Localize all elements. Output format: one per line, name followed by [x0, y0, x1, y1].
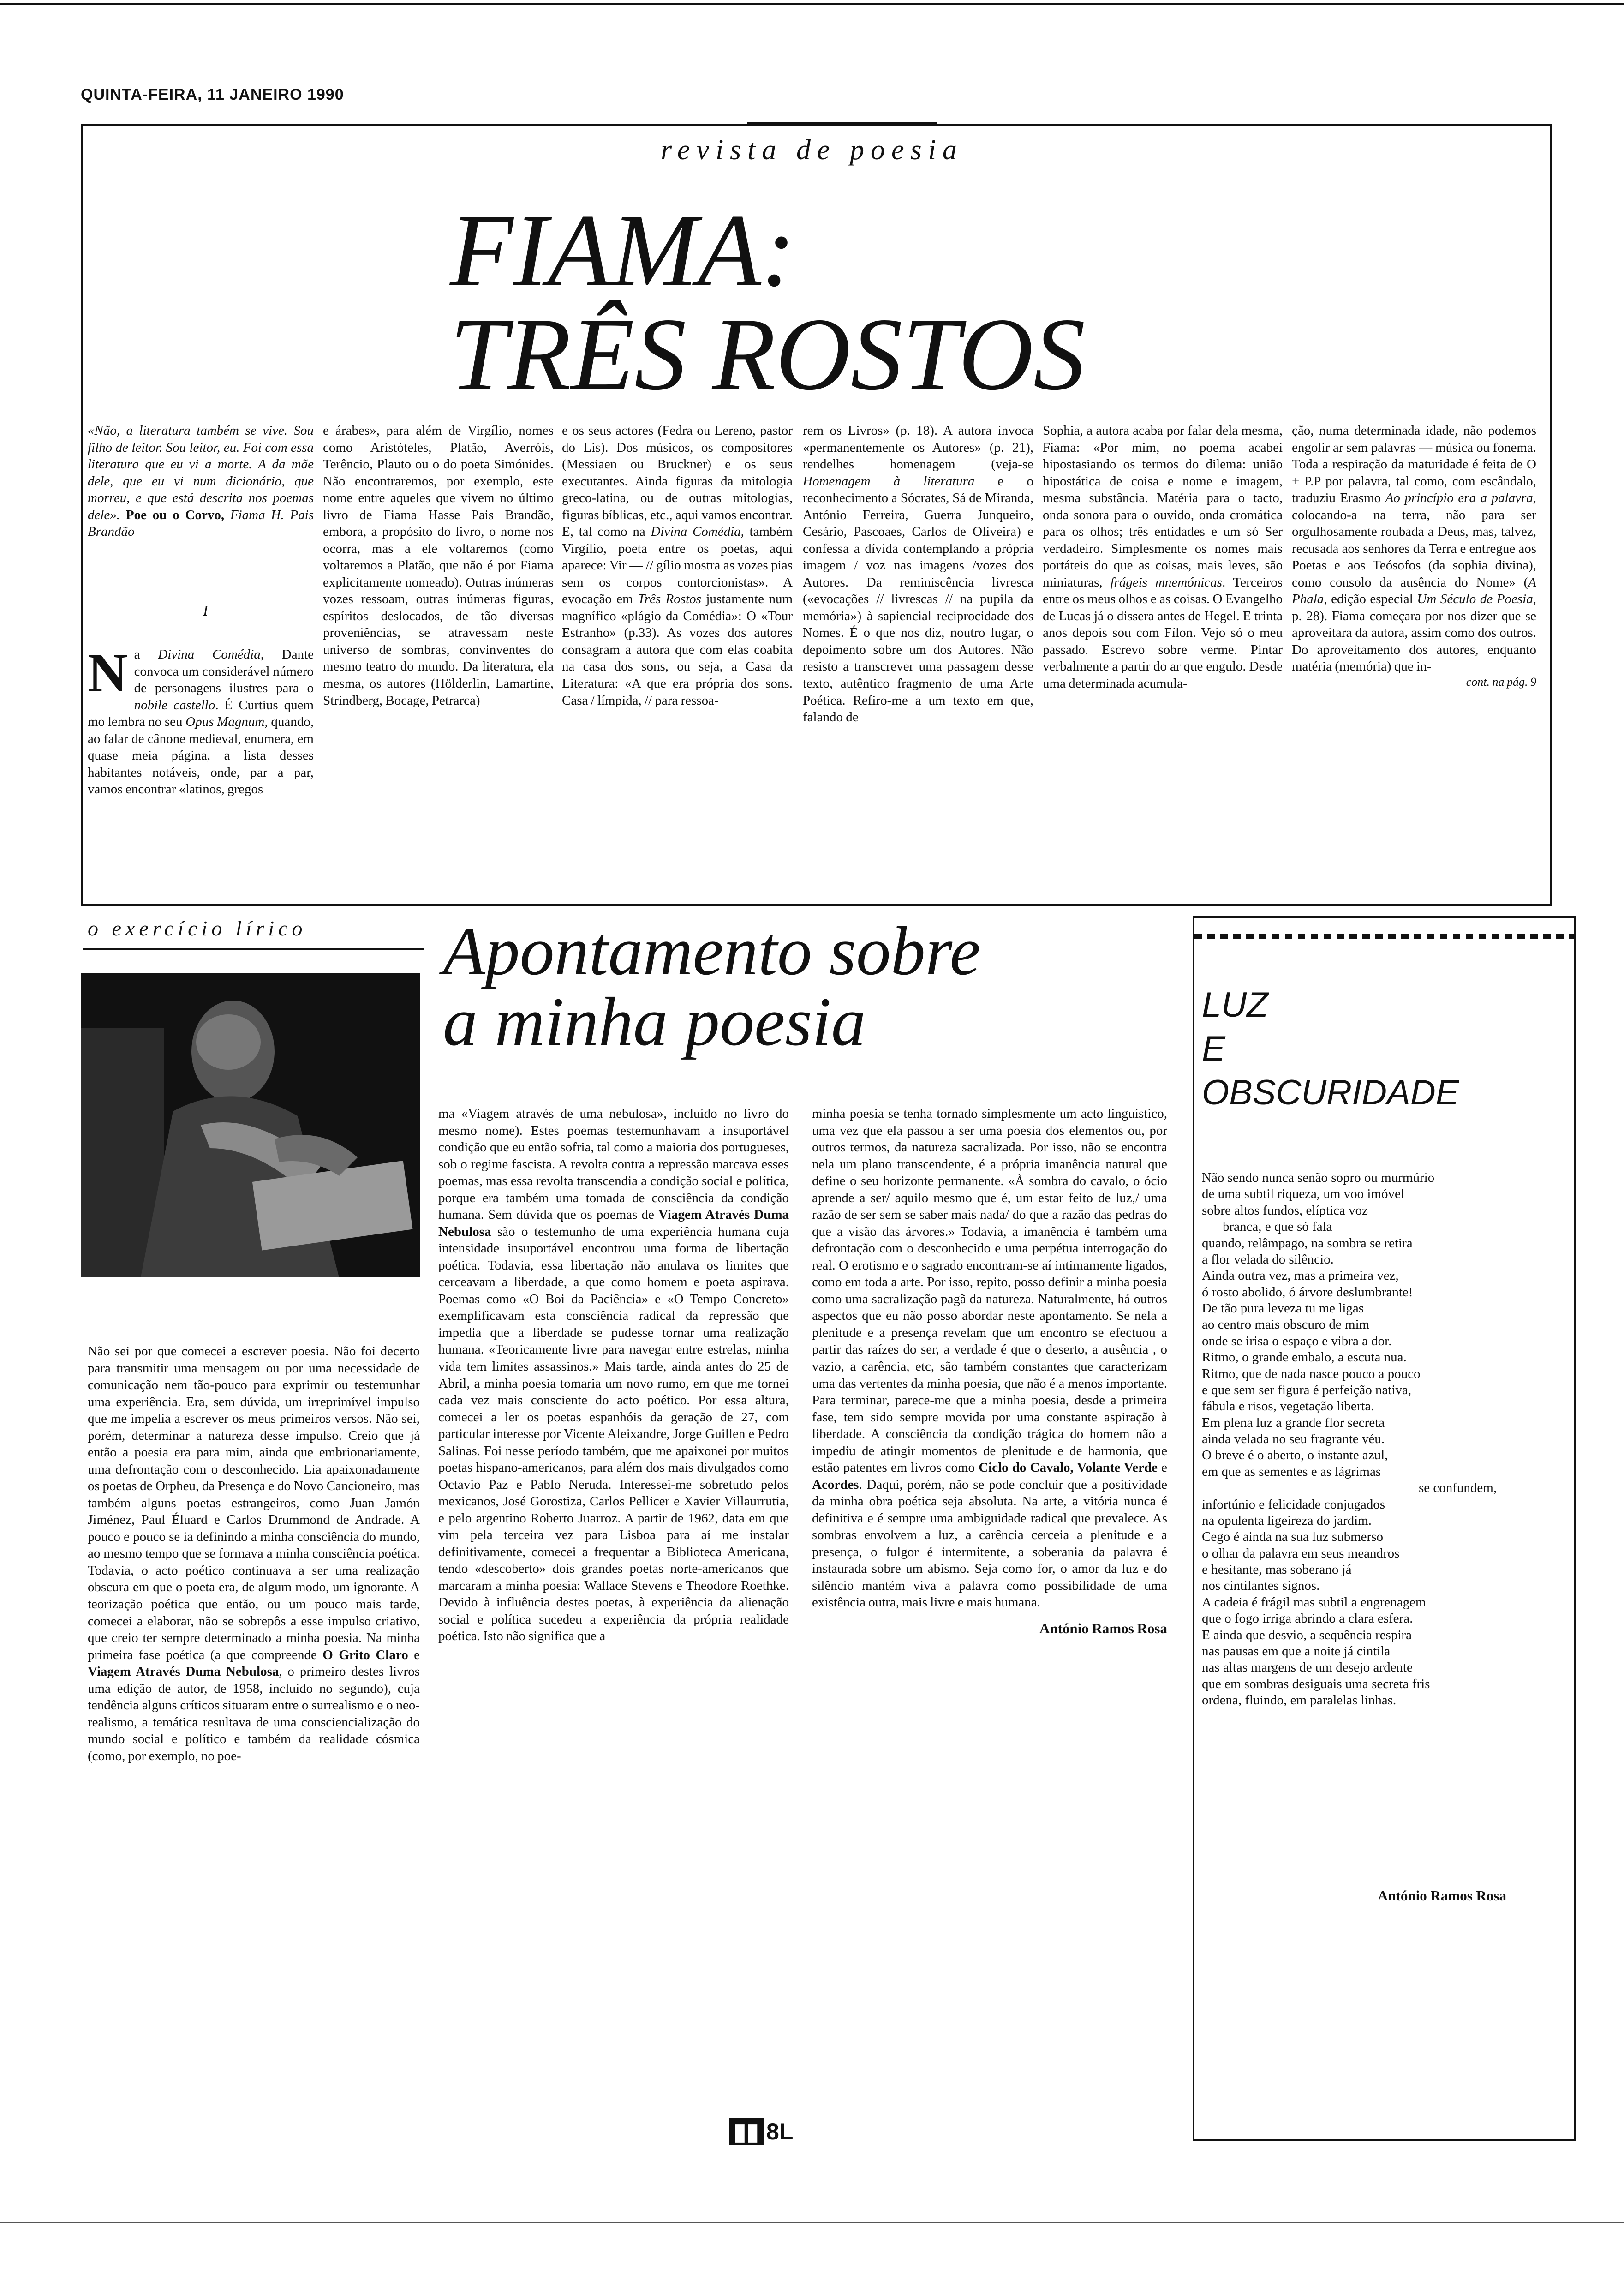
dateline: QUINTA-FEIRA, 11 JANEIRO 1990 — [81, 86, 344, 103]
fiama-c4-italic: Homenagem à literatura — [803, 473, 975, 489]
poem-line: infortúnio e felicidade conjugados — [1202, 1497, 1385, 1512]
fiama-c3-text: e os seus actores (Fedra ou Lereno, pastor do Lis). Dos músicos, os compositores (Messiaen ou Bruckner) e os seus executantes. Ainda figuras da mitologia greco-latina, ou de outras mitologias, figuras bíblicas, etc., aqui vamos encontrar. E, tal como na — [562, 423, 793, 539]
ap1-text: , o primeiro destes livros uma edição de autor, de 1958, incluído no segundo), cuja tendência alguns críticos situaram entre o surrealismo e o neo-realismo, a temática resultava de uma consciencialização do mundo social e político e também da realidade cósmica (como, por exemplo, no poe- — [88, 1664, 420, 1763]
exercise-kicker: o exercício lírico — [88, 917, 307, 940]
fiama-c5-text: . Terceiros entre os meus olhos e as coisas. O Evangelho de Lucas já o dissera antes de Hegel. E trinta anos depois sou com Fílon. Vejo só o meu passado. Escrevo sobre verme. Pintar verbalmente a partir do ar que engulo. Desde uma determinada acumula- — [1043, 575, 1283, 691]
poem-title-line-3: OBSCURIDADE — [1202, 1073, 1459, 1112]
poem-signature: António Ramos Rosa — [1377, 1888, 1506, 1904]
ap3-bold: Ciclo do Cavalo, Volante Verde — [979, 1460, 1158, 1475]
poem-line: ao centro mais obscuro de mim — [1202, 1317, 1370, 1332]
fiama-c1-text: , Dante convoca um considerável número de personagens ilustres para o — [134, 647, 314, 696]
fiama-column-3 — [562, 422, 793, 709]
fiama-c6-text: ção, numa determinada idade, não podemos engolir ar sem palavras — música ou fonema. Toda a respiração da maturidade é feita de O + P.P por palavra, tal como, com escândalo, traduziu Erasmo — [1292, 423, 1536, 506]
poem-line: E ainda que desvio, a sequência respira — [1202, 1627, 1412, 1642]
fiama-c5-text: Sophia, a autora acaba por falar dela mesma, Fiama: «Por mim, no poema acabei hipostasiando os termos do dilema: união hipostática de coisa e nome e imagem, mesma substância. Matéria para o tacto, onda sonora para o ouvido, onda cromática para os olhos; três entidades e um só Ser verdadeiro. Simplesmente os nomes mais portáteis do que as coisas, mais leves, são miniaturas, — [1043, 423, 1283, 590]
poem-line: De tão pura leveza tu me ligas — [1202, 1301, 1364, 1316]
poem-line: O breve é o aberto, o instante azul, — [1202, 1448, 1388, 1463]
fiama-column-1 — [88, 642, 314, 798]
fiama-c1-italic: Divina Comédia — [158, 647, 261, 662]
poem-title-line-1: LUZ — [1202, 985, 1268, 1025]
ap1-bold: O Grito Claro — [322, 1647, 408, 1662]
fiama-column-5 — [1043, 422, 1283, 692]
fiama-c5-italic: frágeis mnemónicas — [1110, 575, 1222, 590]
poem-line: quando, relâmpago, na sombra se retira — [1202, 1235, 1413, 1251]
poem-line: Em plena luz a grande flor secreta — [1202, 1415, 1385, 1430]
fiama-headline — [450, 192, 1511, 412]
kicker-rule — [747, 122, 937, 126]
poem-line: que em sombras desiguais uma secreta fris — [1202, 1676, 1430, 1691]
poem-line: Ritmo, o grande embalo, a escuta nua. — [1202, 1350, 1407, 1365]
fiama-c1-italic: Opus Magnum — [185, 714, 265, 730]
masthead-logo-icon: ▮▮ — [729, 2118, 764, 2145]
ap1-bold: Viagem Através Duma Nebulosa — [88, 1664, 279, 1679]
continued-note: cont. na pág. 9 — [1466, 675, 1536, 689]
ap3-text: . Daqui, porém, não se pode concluir que a positividade da minha obra poética seja absoluta. Na arte, a vitória nunca é definitiva e é sempre uma ambiguidade radical que prevalece. As sombras envolvem a luz, a carência cerceia a plenitude e a presença, o fulgor é intermitente, a soberania da palavra é instaurada sobre um abismo. Seja como for, o amor da luz e do silêncio mantém viva a palavra como possibilidade de uma existência outra, mais livre e mais humana. — [812, 1477, 1167, 1610]
poem-line: A cadeia é frágil mas subtil a engrenagem — [1202, 1594, 1426, 1610]
ap2-bold: Viagem Através Duma Nebulosa — [438, 1207, 789, 1239]
section-kicker: revista de poesia — [661, 134, 963, 166]
hatched-rule — [1194, 934, 1574, 939]
fiama-column-6 — [1292, 422, 1536, 689]
poem-line: Ritmo, que de nada nasce pouco a pouco — [1202, 1366, 1421, 1381]
poem-line: se confundem, — [1419, 1480, 1497, 1496]
poem-line: de uma subtil riqueza, um voo imóvel — [1202, 1186, 1404, 1202]
author-photo-image — [81, 973, 420, 1277]
fiama-c6-text: , colocando-a na terra, não para ser orgulhosamente roubada a Deus, mas, talvez, recusada aos senhores da Terra e entregue aos Poetas e aos Teósofos (da sophia divina), como consolo da ausência do Nome» ( — [1292, 491, 1536, 590]
author-photo — [81, 973, 420, 1277]
poem-line: ó rosto abolido, ó árvore deslumbrante! — [1202, 1284, 1413, 1300]
poem-line: e que sem ser figura é perfeição nativa, — [1202, 1382, 1412, 1397]
headline2-line-1: Apontamento sobre — [443, 913, 981, 989]
poem-title — [1202, 983, 1566, 1115]
fiama-c6-text: , edição especial — [1324, 592, 1417, 607]
poem-line: o olhar da palavra em seus meandros — [1202, 1546, 1400, 1561]
ap3-text: minha poesia se tenha tornado simplesmente um acto linguístico, uma vez que ela passou a ser uma poesia dos elementos ou, por outros termos, da natureza sacralizada. Por isso, não se encontra nela um plano transcendente, é a própria imanência natural que define o seu horizonte permanente. «À sombra do cavalo, o ócio aprende a ser/ aquilo mesmo que é, um estar feito de luz,/ uma razão de ser sem se saber mais nada/ do que a razão das pedras do que a visão das árvores.» Todavia, a imanência é também uma defrontação com o desconhecido e uma perpétua interrogação do real. O erotismo e o sagrado encontram-se aí intimamente ligados, como em toda a arte. Por isso, repito, posso definir a minha poesia como uma sacralização pagã da natureza. Naturalmente, há outros aspectos que eu não posso abordar neste apontamento. Se nela a plenitude e a presença revelam que um encontro se efectuou a partir das raízes do ser, a verdade é que o deserto, a ausência , o vazio, a carência, etc, são também constantes que caracterizam uma das vertentes da minha poesia, que não é a menos importante. Para terminar, parece-me que a minha poesia, desde a primeira fase, tem sido sempre movida por uma constante aspiração à liberdade. A consciência da condição trágica do homem não a impediu de atingir momentos de plenitude e de harmonia, que estão patentes em livros como — [812, 1106, 1167, 1475]
epigraph-author: Fiama H. Pais Brandão — [88, 507, 314, 539]
poem-line: em que as sementes e as lágrimas — [1202, 1464, 1381, 1479]
ap2-text: ma «Viagem através de uma nebulosa», incluído no livro do mesmo nome). Estes poemas testemunhavam a insuportável condição que eu então sofria, tal como a maioria dos portugueses, sob o regime fascista. A revolta contra a repressão marcava esses poemas, mas essa revolta transcendia a condição social e política, porque era também uma tomada de consciência da condição humana. Sem dúvida que os poemas de — [438, 1106, 789, 1222]
section-numeral: I — [203, 602, 208, 619]
dropcap: N — [88, 642, 128, 703]
fiama-c6-text: , p. 28). Fiama começara por nos dizer que se aproveitara da autora, assim como dos outros. Do aproveitamento dos autores, enquanto matéria (memória) que in- — [1292, 592, 1536, 674]
fiama-c4-text: rem os Livros» (p. 18). A autora invoca «permanentemente os Autores» (p. 21), rendelhes homenagem (veja-se — [803, 423, 1033, 472]
fiama-column-4 — [803, 422, 1033, 726]
top-rule — [0, 3, 1624, 5]
ap1-text: Não sei por que comecei a escrever poesia. Não foi decerto para transmitir uma mensagem ou por uma necessidade de comunicação nem tão-pouco para exprimir ou testemunhar uma experiência. Era, sem dúvida, um irreprimível impulso que me impelia a escrever os meus primeiros versos. Não sei, porém, determinar a natureza desse impulso. Creio que já então a poesia era para mim, ainda que embrionariamente, uma defrontação com o desconhecido. Lia apaixonadamente os poetas de Orpheu, da Presença e do Novo Cancioneiro, mas também alguns poetas estrangeiros, como Juan Jamón Jiménez, Paul Éluard e Carlos Drummond de Andrade. A pouco e pouco se ia definindo a minha consciência do mundo, ao mesmo tempo que se formava a minha consciência poética. Todavia, o acto poético continuava a ser uma realização obscura em que o poeta era, de algum modo, um ignorante. A teorização poética que então, ou um pouco mais tarde, comecei a elaborar, não se sobrepôs a esse impulso criativo, que creio ter sempre determinado a minha poesia. Na minha primeira fase poética (a que compreende — [88, 1344, 420, 1662]
page-number — [729, 2118, 923, 2145]
poem-line: nas altas margens de um desejo ardente — [1202, 1660, 1413, 1675]
fiama-c1-text: a — [134, 647, 158, 662]
poem-line: e hesitante, mas soberano já — [1202, 1562, 1352, 1577]
poem-line: Não sendo nunca senão sopro ou murmúrio — [1202, 1170, 1435, 1185]
apontamento-signature: António Ramos Rosa — [1039, 1620, 1167, 1636]
headline2-line-2: a minha poesia — [443, 983, 866, 1060]
ap2-text: são o testemunho de uma experiência humana cuja intensidade insuportável encontrou uma forma de libertação poética. Todavia, essa libertação não anulava os limites que cerceavam a liberdade, a que como homem e poeta aspirava. Poemas como «O Boi da Paciência» e «O Tempo Concreto» exemplificavam esta consciência radical da repressão que impedia que a liberdade se pudesse tornar uma realização humana. «Teoricamente livre para navegar entre estrelas, minha vida tem limites assassinos.» Mais tarde, ainda antes do 25 de Abril, a minha poesia tomaria um novo rumo, em que me tornei cada vez mais consciente do acto poético. Por essa altura, comecei a ler os poetas espanhóis da geração de 27, com particular interesse por Vicente Aleixandre, Jorge Guillen e Pedro Salinas. Foi nesse período também, que me apaixonei por muitos poetas hispano-americanos, para além dos mais divulgados como Octavio Paz e Pablo Neruda. Interessei-me sobretudo pelos mexicanos, José Gorostiza, Carlos Pellicer e Xavier Villaurrutia, e pelo argentino Roberto Juarroz. A partir de 1962, data em que vim pela terceira vez para Lisboa para aí me instalar definitivamente, comecei a frequentar a Biblioteca Americana, tendo «descoberto» dois grandes poetas norte-americanos que marcaram a minha poesia: Wallace Stevens e Theodore Roethke. Devido à influência destes poetas, à experiência da alienação social e política sucedeu a experiência da própria realidade poética. Isto não significa que a — [438, 1224, 789, 1644]
poem-line: que o fogo irriga abrindo a clara esfera. — [1202, 1611, 1413, 1626]
fiama-column-2 — [323, 422, 554, 709]
poem-line: ordena, fluindo, em paralelas linhas. — [1202, 1693, 1397, 1708]
fiama-c3-text: justamente num magnífico «plágio da Comédia»: O «Tour Estranho» (p.33). As vozes dos autores consagram a autora que com elas coabita na casa dos sons, ou seja, a Casa da Literatura: «A que era própria dos sons. Casa / límpida, // para ressoa- — [562, 592, 793, 708]
fiama-c6-italic: Um Século de Poesia — [1417, 592, 1533, 607]
bottom-rule — [0, 2222, 1624, 2223]
poem-line: fábula e risos, vegetação liberta. — [1202, 1399, 1374, 1414]
headline-line-2: TRÊS ROSTOS — [450, 296, 1086, 412]
poem-body — [1202, 1170, 1566, 1708]
ap3-bold: Acordes — [812, 1477, 859, 1492]
fiama-c3-text: , também Virgílio, poeta entre os poetas, aqui aparece: Vir — // gílio mostra as vozes pias sem os corpos contorcionistas». A evocação em — [562, 524, 793, 607]
fiama-c6-italic: Ao princípio era a palavra — [1385, 491, 1533, 506]
poem-line: a flor velada do silêncio. — [1202, 1252, 1334, 1267]
fiama-c1-italic: nobile castello — [134, 697, 215, 713]
epigraph — [88, 422, 314, 540]
poem-line: branca, e que só fala — [1223, 1219, 1332, 1234]
apontamento-headline — [443, 913, 1204, 1060]
epigraph-source: Poe ou o Corvo, — [120, 507, 230, 522]
section-divider — [83, 905, 1176, 906]
fiama-c3-italic: Divina Comédia — [651, 524, 741, 539]
poem-line: nas pausas em que a noite já cintila — [1202, 1643, 1391, 1659]
fiama-c2-text: e árabes», para além de Virgílio, nomes como Aristóteles, Platão, Averróis, Terêncio, Plauto ou o do poeta Simónides. Não encontraremos, por exemplo, este nome entre aqueles que vivem no último livro de Fiama Hasse Pais Brandão, embora, a propósito do livro, o nome nos ocorra, mas a ele voltaremos (como voltaremos a Platão, que não é por Fiama explicitamente nomeado). Outras inúmeras vozes ressoam, outras inúmeras figuras, espíritos deslocados, de tão diversas proveniências, se atravessam neste universo de sombras, convinventes do mesmo teatro do mundo. Da literatura, ela mesma, os autores (Hölderlin, Lamartine, Strindberg, Bocage, Petrarca) — [323, 423, 554, 708]
poem-title-line-2: E — [1202, 1029, 1225, 1068]
poem-line: nos cintilantes signos. — [1202, 1578, 1320, 1594]
poem-line: Ainda outra vez, mas a primeira vez, — [1202, 1268, 1399, 1283]
headline-line-1: FIAMA: — [450, 192, 796, 308]
ap3-text: e — [1158, 1460, 1168, 1475]
poem-line: sobre altos fundos, elíptica voz — [1202, 1203, 1368, 1218]
apontamento-column-1 — [88, 1343, 420, 1764]
kicker-underline — [83, 948, 424, 950]
epigraph-text: «Não, a literatura também se vive. Sou filho de leitor. Sou leitor, eu. Foi com essa literatura que eu vi a morte. A da mãe dele, que eu vi num dicionário, que morreu, e que está descrita nos poemas dele». — [88, 423, 314, 522]
fiama-c3-italic: Três Rostos — [638, 592, 701, 607]
fiama-c1-text: . É Curtius quem mo lembra no seu — [88, 697, 314, 730]
poem-line: na opulenta ligeireza do jardim. — [1202, 1513, 1372, 1528]
fiama-c4-text: e o reconhecimento a Sócrates, Sá de Miranda, António Ferreira, Guerra Junqueiro, Cesário, Pascoaes, Carlos de Oliveira) e confessa a dívida contemplando a própria imagem / voz nas imagens /vozes dos Autores. Da reminiscência livresca («evocações // livrescas // na pupila da memória») à sapiencial reciprocidade dos Nomes. É o que nos diz, noutro lugar, o depoimento sobre um dos Autores. Não resisto a transcrever uma passagem desse texto, autêntico fragmento de uma Arte Poética. Refiro-me a um texto em que, falando de — [803, 473, 1033, 725]
apontamento-column-3 — [812, 1105, 1167, 1637]
page-number-text: 8L — [766, 2119, 794, 2145]
poem-line: onde se irisa o espaço e vibra a dor. — [1202, 1333, 1392, 1348]
apontamento-column-2 — [438, 1105, 789, 1645]
ap1-text: e — [408, 1647, 420, 1662]
poem-line: Cego é ainda na sua luz submerso — [1202, 1529, 1384, 1545]
fiama-c1-text: , quando, ao falar de cânone medieval, enumera, em quase meia página, a lista desses habitantes notáveis, onde, par a par, vamos encontrar «latinos, gregos — [88, 714, 314, 797]
fiama-c6-italic: A Phala — [1292, 575, 1536, 607]
poem-line: ainda velada no seu fragrante véu. — [1202, 1432, 1385, 1446]
